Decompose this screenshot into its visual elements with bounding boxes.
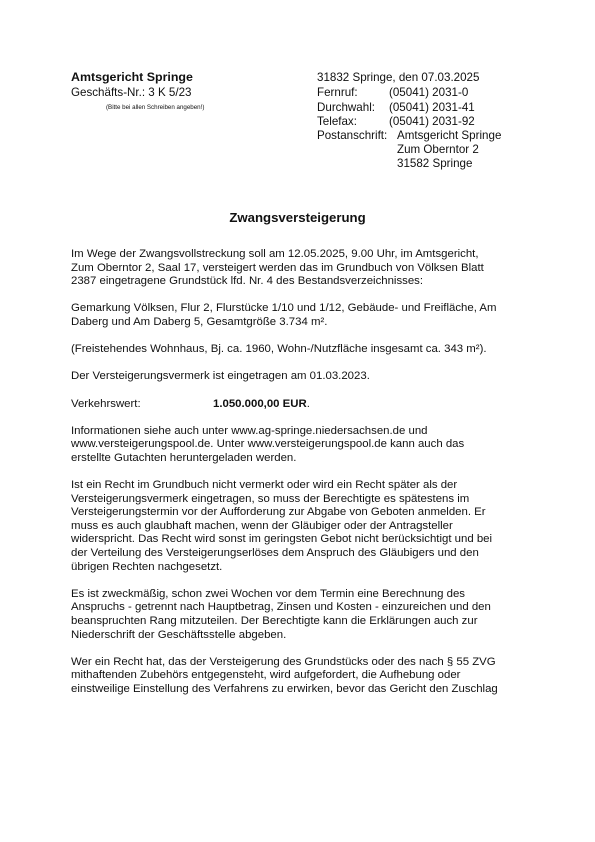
phone-label: Fernruf: xyxy=(317,86,358,99)
text-line: mithaftenden Zubehörs entgegensteht, wird aufgefordert, die Aufhebung oder xyxy=(71,669,461,682)
text-line: Informationen siehe auch unter www.ag-springe.niedersachsen.de und xyxy=(71,424,428,437)
text-line: 2387 eingetragene Grundstück lfd. Nr. 4 des Bestandsverzeichnisses: xyxy=(71,275,424,288)
document-title: Zwangsversteigerung xyxy=(229,210,366,225)
market-value-label: Verkehrswert: xyxy=(71,397,141,410)
file-number-note: (Bitte bei allen Schreiben angeben!) xyxy=(106,104,205,111)
text-line: Ist ein Recht im Grundbuch nicht vermerkt oder wird ein Recht später als der xyxy=(71,479,458,492)
fax-label: Telefax: xyxy=(317,115,357,128)
postal-address-line3: 31582 Springe xyxy=(397,157,473,170)
text-line: (Freistehendes Wohnhaus, Bj. ca. 1960, Wohn-/Nutzfläche insgesamt ca. 343 m²). xyxy=(71,343,487,356)
postal-address-line2: Zum Oberntor 2 xyxy=(397,143,479,156)
postal-address-line1: Amtsgericht Springe xyxy=(397,129,502,142)
paragraph-registration-note xyxy=(71,370,531,384)
text-line: Zum Oberntor 2, Saal 17, versteigert werden das im Grundbuch von Völksen Blatt xyxy=(71,261,484,274)
document-body xyxy=(71,248,531,710)
place-date: 31832 Springe, den 07.03.2025 xyxy=(317,71,480,84)
text-line: Niederschrift der Geschäftsstelle abgeben. xyxy=(71,628,287,641)
market-value-row xyxy=(71,398,531,412)
paragraph-auction-notice xyxy=(71,248,531,289)
market-value-number: 1.050.000,00 EUR xyxy=(213,397,307,410)
phone-value: (05041) 2031-0 xyxy=(389,86,469,99)
text-line: Wer ein Recht hat, das der Versteigerung des Grundstücks oder des nach § 55 ZVG xyxy=(71,655,496,668)
postal-address-label: Postanschrift: xyxy=(317,129,388,142)
direct-dial-label: Durchwahl: xyxy=(317,101,375,114)
text-line: Versteigerungstermin vor der Aufforderung zur Abgabe von Geboten anmelden. Er xyxy=(71,506,486,519)
paragraph-objection-rights xyxy=(71,656,531,697)
text-line: www.versteigerungspool.de. Unter www.versteigerungspool.de kann auch das xyxy=(71,438,465,451)
file-number: Geschäfts-Nr.: 3 K 5/23 xyxy=(71,86,192,99)
text-line: Versteigerungsvermerk eingetragen, so muss der Berechtigte es spätestens im xyxy=(71,492,470,505)
text-line: Daberg und Am Daberg 5, Gesamtgröße 3.734 m². xyxy=(71,315,328,328)
text-line: beanspruchten Rang mitzuteilen. Der Berechtigte kann die Erklärungen auch zur xyxy=(71,615,478,628)
text-line: muss es auch glaubhaft machen, wenn der Gläubiger oder der Antragsteller xyxy=(71,519,453,532)
paragraph-information-links xyxy=(71,425,531,466)
paragraph-property-description xyxy=(71,302,531,329)
fax-value: (05041) 2031-92 xyxy=(389,115,475,128)
paragraph-building-info xyxy=(71,343,531,357)
text-line: erstellte Gutachten heruntergeladen werden. xyxy=(71,451,297,464)
direct-dial-value: (05041) 2031-41 xyxy=(389,101,475,114)
text-line: Im Wege der Zwangsvollstreckung soll am 12.05.2025, 9.00 Uhr, im Amtsgericht, xyxy=(71,248,479,260)
text-line: Der Versteigerungsvermerk ist eingetragen am 01.03.2023. xyxy=(71,370,370,383)
court-name: Amtsgericht Springe xyxy=(71,70,193,84)
text-line: Gemarkung Völksen, Flur 2, Flurstücke 1/10 und 1/12, Gebäude- und Freifläche, Am xyxy=(71,302,497,315)
paragraph-claim-calculation xyxy=(71,588,531,642)
market-value-amount xyxy=(213,398,310,412)
market-value-suffix: . xyxy=(306,397,310,410)
text-line: widerspricht. Das Recht wird sonst im geringsten Gebot nicht berücksichtigt und bei xyxy=(71,533,493,546)
paragraph-rights-registration xyxy=(71,479,531,574)
text-line: einstweilige Einstellung des Verfahrens zu erwirken, bevor das Gericht den Zuschlag xyxy=(71,683,498,695)
text-line: Anspruchs - getrennt nach Hauptbetrag, Zinsen und Kosten - einzureichen und den xyxy=(71,601,491,614)
text-line: übrigen Rechten nachgesetzt. xyxy=(71,560,223,573)
text-line: Es ist zweckmäßig, schon zwei Wochen vor dem Termin eine Berechnung des xyxy=(71,587,465,600)
text-line: der Verteilung des Versteigerungserlöses dem Anspruch des Gläubigers und den xyxy=(71,547,479,560)
